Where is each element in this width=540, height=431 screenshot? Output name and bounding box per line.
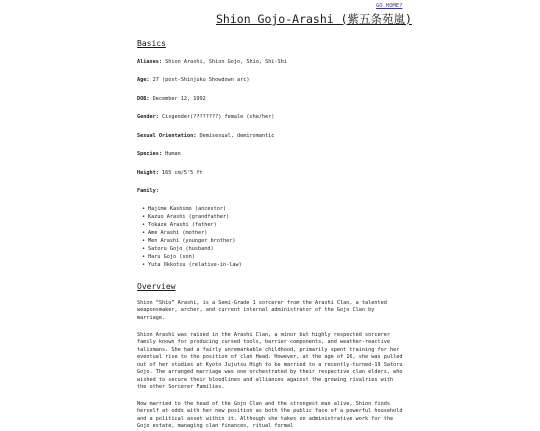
list-item: • Kazuo Arashi (grandfather) bbox=[148, 213, 403, 221]
family-label: Family: bbox=[137, 188, 159, 195]
field-label: Height: bbox=[137, 169, 159, 176]
field-aliases bbox=[137, 59, 403, 67]
field-value: Shion Arashi, Shion Gojo, Shio, Shi-Shi bbox=[165, 58, 287, 65]
overview-paragraph: Now married to the head of the Gojo Clan and the strongest man alive, Shion finds herself at odds with her new position as both the public face of a powerful household and a political asset within it. Although she takes on administrative work for the Gojo estate, managing clan finances, ritual formal bbox=[137, 400, 403, 430]
overview-paragraph: Shion Arashi was raised in the Arashi Clan, a minor but highly respected sorcerer family known for producing cursed tools, barrier components, and weather-reactive talismans. She had a fairly unremarkable childhood, primarily spent training for her eventual rise to the position of clan Head. However, at the age of 16, she was pulled out of her studies at Kyoto Jujutsu High to be married to a recently-turned-19 Satoru Gojo. The arranged marriage was one orchestrated by their respective clan elders, who wished to secure their bloodlines and alliances against the growing rivalries with the other Sorcerer Families. bbox=[137, 331, 403, 391]
field-label: Species: bbox=[137, 151, 162, 158]
list-item: • Satoru Gojo (husband) bbox=[148, 245, 403, 253]
list-item: • Tokaze Arashi (father) bbox=[148, 221, 403, 229]
family-list bbox=[137, 205, 403, 270]
field-label: DOB: bbox=[137, 95, 150, 102]
field-species bbox=[137, 151, 403, 159]
field-orientation bbox=[137, 133, 403, 141]
field-age bbox=[137, 77, 403, 85]
field-value: 27 (post-Shinjuku Showdown arc) bbox=[152, 77, 250, 84]
field-height bbox=[137, 170, 403, 178]
field-label: Age: bbox=[137, 77, 150, 84]
go-home-link[interactable]: GO HOME? bbox=[376, 3, 403, 9]
field-label: Gender: bbox=[137, 114, 159, 121]
field-gender bbox=[137, 114, 403, 122]
field-value: Human bbox=[165, 151, 181, 158]
overview-paragraph: Shion “Shio” Arashi, is a Semi-Grade 1 sorcerer from the Arashi Clan, a talented weaponsmaker, archer, and current internal administrator of the Gojo Clan by marriage. bbox=[137, 299, 387, 321]
list-item: • Haru Gojo (son) bbox=[148, 253, 403, 261]
basics-fields bbox=[137, 59, 403, 196]
page-title: Shion Gojo-Arashi (紫五条苑嵐) bbox=[216, 12, 412, 26]
field-value: Cisgender(????????) female (she/her) bbox=[162, 114, 275, 121]
field-label: Aliases: bbox=[137, 58, 162, 65]
list-item: • Ame Arashi (mother) bbox=[148, 229, 403, 237]
list-item: • Yuta Okkotsu (relative-in-law) bbox=[148, 261, 403, 269]
overview-heading: Overview bbox=[137, 282, 176, 292]
list-item: • Men Arashi (younger brother) bbox=[148, 237, 403, 245]
field-value: 165 cm/5'5 ft bbox=[162, 169, 203, 176]
list-item: • Hajime Kashimo (ancestor) bbox=[148, 205, 403, 213]
main-content bbox=[137, 38, 403, 431]
field-label: Sexual Orientation: bbox=[137, 132, 197, 139]
field-dob bbox=[137, 96, 403, 104]
field-value: Demisexual, demiromantic bbox=[199, 132, 275, 139]
field-value: December 12, 1992 bbox=[152, 95, 206, 102]
basics-heading: Basics bbox=[137, 39, 166, 48]
